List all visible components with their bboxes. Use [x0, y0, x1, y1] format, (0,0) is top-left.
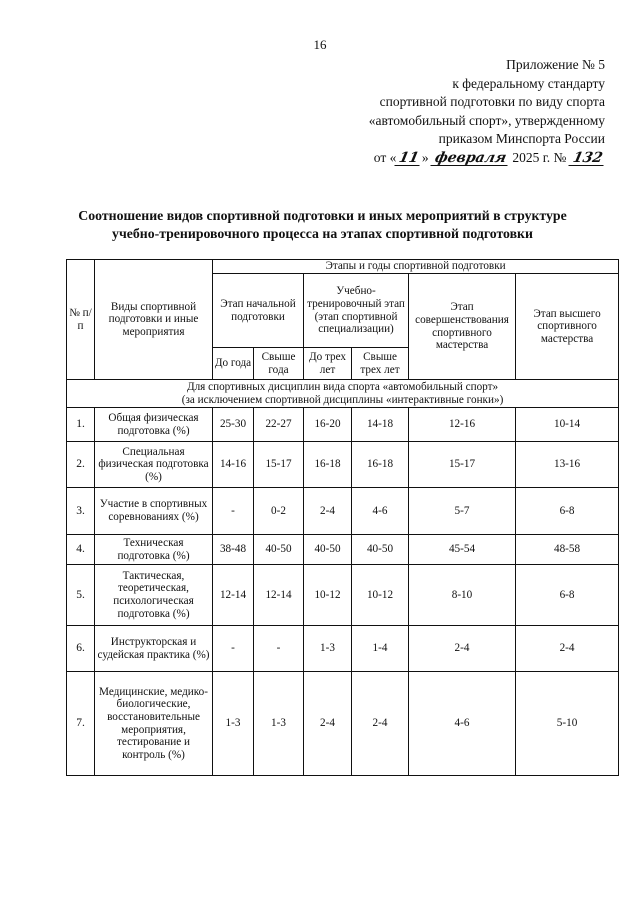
row-number: 4. [67, 535, 95, 565]
cell-value: 6-8 [516, 565, 619, 626]
cell-value: 10-14 [516, 408, 619, 442]
header-number: № п/п [67, 260, 95, 380]
section-line-1: Для спортивных дисциплин вида спорта «автомобильный спорт» [186, 380, 499, 393]
row-number: 1. [67, 408, 95, 442]
appendix-line: приказом Минспорта России [438, 131, 605, 146]
appendix-line: Приложение № 5 [506, 57, 605, 72]
cell-value: 5-7 [409, 488, 516, 535]
date-year: 2025 г. № [512, 149, 567, 165]
table-row [67, 488, 619, 535]
title-line-1: Соотношение видов спортивной подготовки и иных мероприятий в структуре [78, 208, 567, 223]
training-ratio-table [66, 259, 619, 776]
section-heading [67, 380, 619, 408]
header-kinds: Виды спортивной подготовки и иные мероприятия [95, 260, 213, 380]
cell-value: 2-4 [304, 488, 352, 535]
header-stage-highest: Этап высшего спортивного мастерства [516, 274, 619, 380]
cell-value: 16-18 [352, 442, 409, 488]
cell-value: 8-10 [409, 565, 516, 626]
order-date-line [355, 149, 605, 168]
row-number: 6. [67, 626, 95, 672]
cell-value: 15-17 [254, 442, 304, 488]
cell-value: 40-50 [254, 535, 304, 565]
cell-value: 1-3 [254, 672, 304, 776]
cell-value: - [213, 626, 254, 672]
row-kind: Специальная физическая подготовка (%) [95, 442, 213, 488]
cell-value: 16-20 [304, 408, 352, 442]
subheader-over-3-years: Свыше трех лет [352, 348, 409, 380]
header-stages-group: Этапы и годы спортивной подготовки [213, 260, 619, 274]
cell-value: 40-50 [352, 535, 409, 565]
row-kind: Техническая подготовка (%) [95, 535, 213, 565]
header-stage-training: Учебно-тренировочный этап (этап спортивной специализации) [304, 274, 409, 348]
row-number: 3. [67, 488, 95, 535]
cell-value: 0-2 [254, 488, 304, 535]
cell-value: 6-8 [516, 488, 619, 535]
cell-value: 2-4 [516, 626, 619, 672]
handwritten-order-number: 132 [568, 151, 606, 166]
cell-value: 14-16 [213, 442, 254, 488]
row-kind: Инструкторская и судейская практика (%) [95, 626, 213, 672]
cell-value: 12-14 [254, 565, 304, 626]
cell-value: 4-6 [352, 488, 409, 535]
row-kind: Общая физическая подготовка (%) [95, 408, 213, 442]
cell-value: 2-4 [304, 672, 352, 776]
cell-value: - [254, 626, 304, 672]
table-row [67, 626, 619, 672]
header-stage-initial: Этап начальной подготовки [213, 274, 304, 348]
appendix-line: спортивной подготовки по виду спорта [379, 94, 605, 109]
table-row [67, 535, 619, 565]
handwritten-day: 11 [395, 151, 424, 166]
table-row [67, 408, 619, 442]
cell-value: 40-50 [304, 535, 352, 565]
subheader-over-year: Свыше года [254, 348, 304, 380]
appendix-line: к федеральному стандарту [452, 75, 605, 91]
title-line-2: учебно-тренировочного процесса на этапах спортивной подготовки [112, 226, 533, 241]
handwritten-month: февраля [430, 151, 510, 166]
appendix-block [355, 56, 605, 167]
cell-value: 2-4 [409, 626, 516, 672]
cell-value: 25-30 [213, 408, 254, 442]
row-kind: Участие в спортивных соревнованиях (%) [95, 488, 213, 535]
date-mid: » [421, 149, 429, 165]
section-line-2: (за исключением спортивной дисциплины «интерактивные гонки») [181, 393, 504, 406]
row-number: 2. [67, 442, 95, 488]
row-kind: Тактическая, теоретическая, психологическая подготовка (%) [95, 565, 213, 626]
cell-value: 12-16 [409, 408, 516, 442]
row-number: 5. [67, 565, 95, 626]
cell-value: 1-3 [213, 672, 254, 776]
cell-value: 38-48 [213, 535, 254, 565]
cell-value: 10-12 [352, 565, 409, 626]
cell-value: 22-27 [254, 408, 304, 442]
row-kind: Медицинские, медико-биологические, восстановительные мероприятия, тестирование и контроль (%) [95, 672, 213, 776]
cell-value: 10-12 [304, 565, 352, 626]
date-prefix: от « [373, 149, 397, 165]
table-row [67, 672, 619, 776]
cell-value: 48-58 [516, 535, 619, 565]
cell-value: 13-16 [516, 442, 619, 488]
appendix-line: «автомобильный спорт», утвержденному [368, 112, 605, 128]
table-row [67, 442, 619, 488]
subheader-up-to-3-years: До трех лет [304, 348, 352, 380]
cell-value: 5-10 [516, 672, 619, 776]
cell-value: 45-54 [409, 535, 516, 565]
row-number: 7. [67, 672, 95, 776]
document-title [40, 207, 605, 243]
cell-value: 15-17 [409, 442, 516, 488]
subheader-up-to-year: До года [213, 348, 254, 380]
cell-value: 1-3 [304, 626, 352, 672]
cell-value: 12-14 [213, 565, 254, 626]
table-row [67, 565, 619, 626]
cell-value: - [213, 488, 254, 535]
page-number: 16 [313, 37, 327, 52]
cell-value: 4-6 [409, 672, 516, 776]
cell-value: 1-4 [352, 626, 409, 672]
cell-value: 2-4 [352, 672, 409, 776]
cell-value: 16-18 [304, 442, 352, 488]
cell-value: 14-18 [352, 408, 409, 442]
header-stage-improvement: Этап совершенствования спортивного мастерства [409, 274, 516, 380]
